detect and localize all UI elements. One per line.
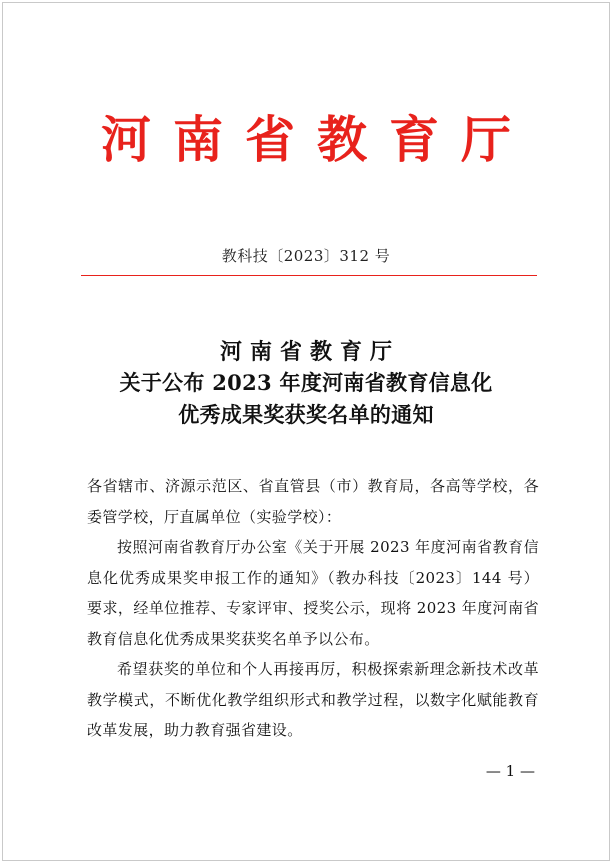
document-page bbox=[2, 2, 610, 861]
title-line-issuer: 河南省教育厅 bbox=[219, 339, 400, 365]
page-number: — 1 — bbox=[485, 762, 535, 780]
title-line-subject: 关于公布 2023 年度河南省教育信息化 bbox=[119, 370, 493, 395]
recipients-paragraph: 各省辖市、济源示范区、省直管县（市）教育局，各高等学校，各委管学校，厅直属单位（实验学校）： bbox=[87, 477, 539, 526]
issuer-heading: 河南省教育厅 bbox=[101, 110, 533, 169]
document-number: 教科技〔2023〕312 号 bbox=[221, 247, 391, 265]
body-paragraph-2: 希望获奖的单位和个人再接再厉，积极探索新理念新技术改革教学模式，不断优化教学组织形式和教学过程，以数字化赋能教育改革发展，助力教育强省建设。 bbox=[87, 660, 539, 739]
red-divider-line bbox=[81, 275, 537, 276]
body-paragraph-1: 按照河南省教育厅办公室《关于开展 2023 年度河南省教育信息化优秀成果奖申报工作的通知》（教办科技〔2023〕144 号）要求，经单位推荐、专家评审、授奖公示，现将 2023 年度河南省教育信息化优秀成果奖获奖名单予以公布。 bbox=[87, 538, 539, 648]
notice-title bbox=[3, 337, 609, 431]
notice-body bbox=[87, 471, 539, 746]
title-line-subject-cont: 优秀成果奖获奖名单的通知 bbox=[178, 402, 434, 427]
